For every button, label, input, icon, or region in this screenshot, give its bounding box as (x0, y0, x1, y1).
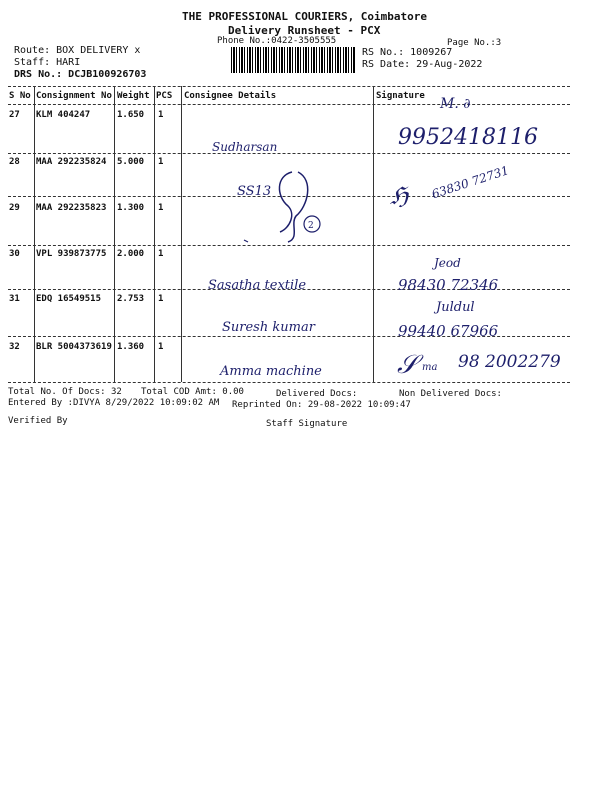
handwritten-name: Sudharsan (212, 140, 278, 154)
row-consignment: VPL 939873775 (36, 249, 107, 259)
verified-by: Verified By (8, 416, 68, 426)
handwritten-signature-32b: ma (422, 362, 438, 373)
entered-by: Entered By :DIVYA 8/29/2022 10:09:02 AM (8, 398, 220, 408)
row-consignment: MAA 292235824 (36, 157, 107, 167)
row-weight: 1.650 (117, 110, 145, 120)
handwritten-signature-31: Juldul (436, 300, 475, 315)
header-bottom-rule (8, 104, 570, 105)
row-sno: 27 (9, 110, 20, 120)
row-pcs: 1 (158, 203, 164, 213)
col-consignee-details: Consignee Details (184, 91, 277, 101)
handwritten-signature-27: M. ∂ (440, 96, 471, 112)
handwritten-name: Suresh kumar (222, 320, 315, 335)
col-line (114, 86, 115, 382)
row-rule (8, 153, 570, 154)
page-number: Page No.:3 (447, 38, 502, 48)
non-delivered-docs: Non Delivered Docs: (399, 389, 502, 399)
col-pcs: PCS (156, 91, 173, 101)
handwritten-name: Amma machine (220, 364, 322, 379)
handwritten-phone: 98430 72346 (398, 276, 499, 294)
col-consignment: Consignment No (36, 91, 112, 101)
handwritten-signature-30: Jeod (434, 256, 461, 270)
handwritten-scribble-signature (240, 166, 330, 248)
header-top-rule (8, 86, 570, 87)
row-sno: 32 (9, 342, 20, 352)
col-signature: Signature (376, 91, 425, 101)
staff-signature: Staff Signature (266, 419, 348, 429)
col-line (373, 86, 374, 382)
row-sno: 30 (9, 249, 20, 259)
col-weight: Weight (117, 91, 150, 101)
handwritten-signature-29: ℌ (390, 182, 409, 210)
route: Route: BOX DELIVERY x (14, 45, 141, 56)
col-line (34, 86, 35, 382)
row-consignment: BLR 5004373619 (36, 342, 112, 352)
barcode (231, 47, 356, 73)
runsheet-title: Delivery Runsheet - PCX (228, 24, 381, 37)
handwritten-phone: 63830 72731 (430, 163, 511, 202)
row-weight: 5.000 (117, 157, 145, 167)
row-sno: 28 (9, 157, 20, 167)
handwritten-name: SS13 (237, 184, 272, 199)
col-sno: S No (9, 91, 31, 101)
row-weight: 1.360 (117, 342, 145, 352)
total-cod: Total COD Amt: 0.00 (141, 387, 244, 397)
handwritten-phone: 98 2002279 (458, 352, 561, 372)
svg-text:2: 2 (308, 221, 314, 231)
row-pcs: 1 (158, 342, 164, 352)
delivered-docs: Delivered Docs: (276, 389, 358, 399)
row-consignment: EDQ 16549515 (36, 294, 102, 304)
row-sno: 31 (9, 294, 20, 304)
row-weight: 1.300 (117, 203, 145, 213)
row-consignment: MAA 292235823 (36, 203, 107, 213)
table-bottom-rule (8, 382, 570, 383)
phone-number: Phone No.:0422-3505555 (217, 36, 337, 46)
col-line (181, 86, 182, 382)
staff: Staff: HARI (14, 57, 81, 68)
row-weight: 2.000 (117, 249, 145, 259)
handwritten-phone: 99440 67966 (398, 322, 499, 340)
rs-date: RS Date: 29-Aug-2022 (362, 59, 483, 70)
row-pcs: 1 (158, 157, 164, 167)
total-docs: Total No. Of Docs: 32 (8, 387, 122, 397)
row-pcs: 1 (158, 110, 164, 120)
col-line (154, 86, 155, 382)
row-weight: 2.753 (117, 294, 145, 304)
row-pcs: 1 (158, 294, 164, 304)
handwritten-name: Sasatha textile (208, 278, 307, 293)
handwritten-phone: 9952418116 (398, 125, 538, 150)
row-pcs: 1 (158, 249, 164, 259)
handwritten-signature-32: 𝒮 (397, 350, 418, 380)
rs-number: RS No.: 1009267 (362, 47, 453, 58)
drs-number: DRS No.: DCJB100926703 (14, 69, 147, 80)
row-sno: 29 (9, 203, 20, 213)
reprinted-on: Reprinted On: 29-08-2022 10:09:47 (232, 400, 411, 410)
company-name: THE PROFESSIONAL COURIERS, Coimbatore (182, 10, 428, 23)
row-consignment: KLM 404247 (36, 110, 91, 120)
